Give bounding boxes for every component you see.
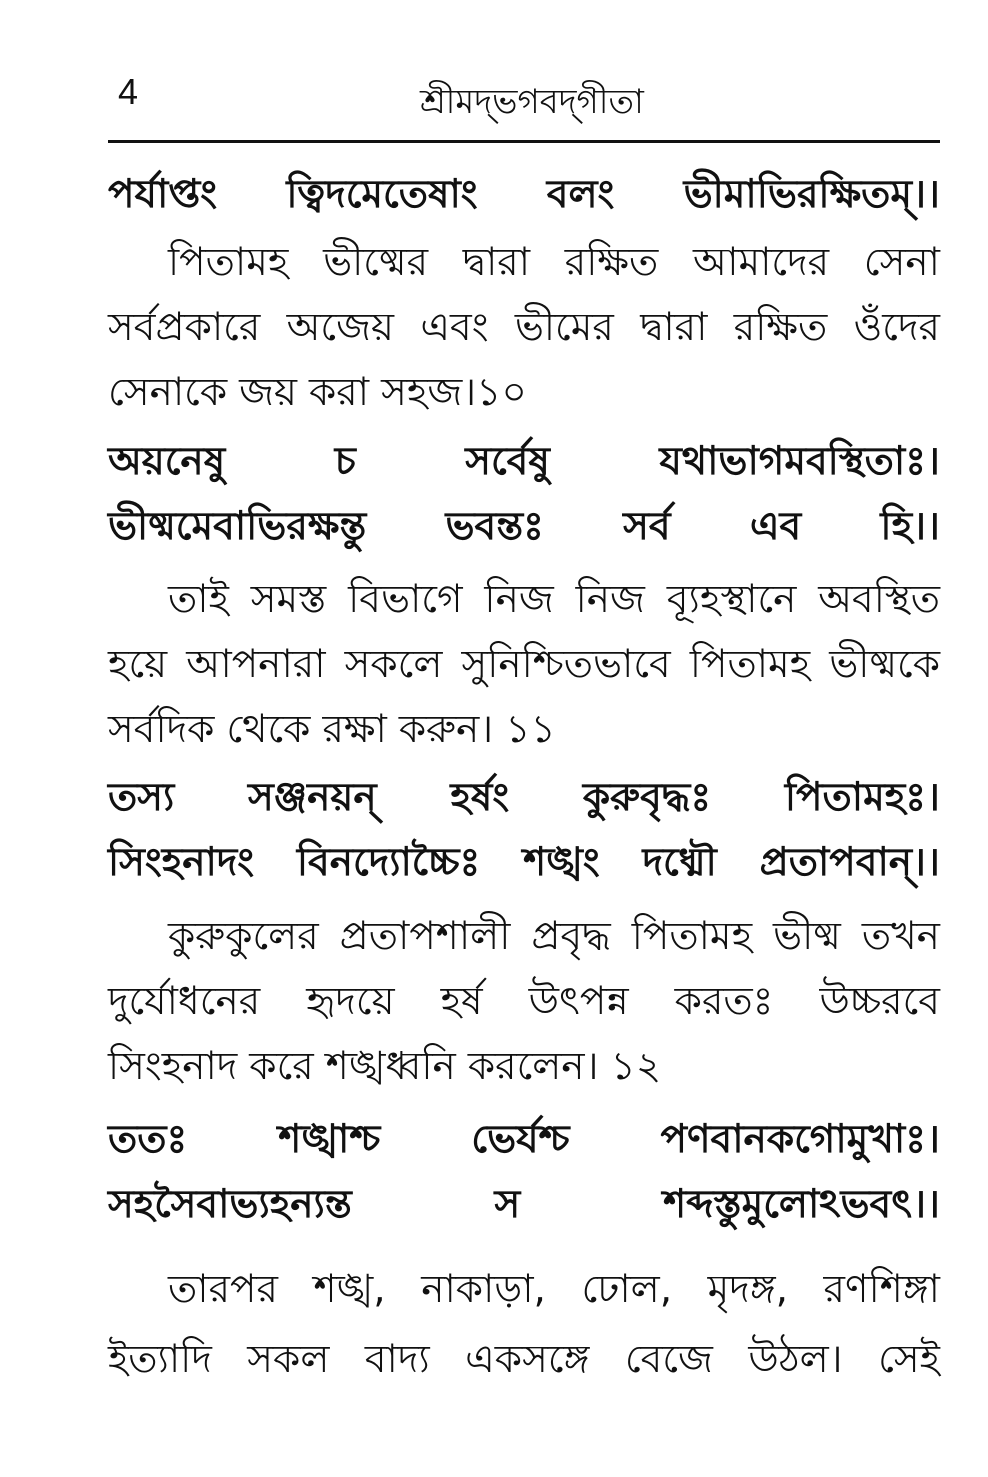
word: চ — [334, 439, 356, 484]
word: ভীষ্ম — [773, 914, 841, 959]
word: প্রতাপশালী — [339, 914, 511, 959]
prose-line — [168, 233, 940, 293]
word: পণবানকগোমুখাঃ। — [660, 1117, 940, 1162]
word: করে — [249, 1044, 314, 1089]
word: প্রবৃদ্ধ — [531, 914, 611, 959]
word: সমস্ত — [250, 577, 327, 622]
word: ততঃ — [108, 1117, 188, 1162]
word: সর্বপ্রকারে — [108, 305, 261, 350]
word: ভীমের — [514, 305, 614, 350]
word: করা — [309, 370, 370, 415]
prose-line — [168, 907, 940, 967]
word: পিতামহঃ। — [784, 775, 940, 820]
word: উৎপন্ন — [528, 979, 629, 1024]
word: এবং — [420, 305, 489, 350]
word: শঙ্খ, — [313, 1267, 386, 1312]
word: ভীমাভিরক্ষিতম্‌।। — [683, 172, 940, 217]
word: সুনিশ্চিতভাবে — [461, 642, 671, 687]
word: এব — [749, 504, 802, 549]
word: বাদ্য — [364, 1337, 430, 1382]
word: সঞ্জনয়ন্‌ — [248, 775, 377, 820]
word: হি।। — [880, 504, 940, 549]
verse-line — [108, 768, 940, 828]
word: বিনদ্যোচ্চৈঃ — [296, 840, 481, 885]
word: দধ্মৌ — [642, 840, 717, 885]
word: বিভাগে — [348, 577, 463, 622]
word: সকলে — [344, 642, 443, 687]
word: সেনা — [863, 240, 940, 285]
word: দুর্যোধনের — [108, 979, 261, 1024]
word: ভের্যশ্চ — [471, 1117, 570, 1162]
word: মৃদঙ্গ, — [707, 1267, 789, 1312]
page-number: 4 — [118, 71, 139, 112]
word: পর্যাপ্তং — [108, 172, 218, 217]
word: রক্ষিত — [733, 305, 828, 350]
word: নিজ — [575, 577, 645, 622]
word: রণশিঙ্গা — [823, 1267, 940, 1312]
word: নিজ — [484, 577, 554, 622]
word: হর্ষং — [450, 775, 510, 820]
word: করুন। — [398, 707, 494, 752]
word: শঙ্খাশ্চ — [278, 1117, 381, 1162]
word: রক্ষা — [322, 707, 387, 752]
word: বেজে — [624, 1337, 713, 1382]
word: আপনারা — [186, 642, 326, 687]
word: শঙ্খধ্বনি — [325, 1044, 456, 1089]
word: তস্য — [108, 775, 175, 820]
word: সিংহনাদ — [108, 1044, 238, 1089]
prose-line — [108, 635, 940, 695]
word: যথাভাগমবস্থিতাঃ। — [659, 439, 940, 484]
word: কুরুবৃদ্ধঃ — [582, 775, 712, 820]
verse-line — [108, 432, 940, 492]
word: তখন — [861, 914, 940, 959]
word: হর্ষ — [440, 979, 483, 1024]
word: পিতামহ — [689, 642, 811, 687]
word: ভীষ্মকে — [829, 642, 940, 687]
word: অয়নেষু — [108, 439, 226, 484]
word: অজেয় — [286, 305, 394, 350]
verse-line — [108, 1175, 940, 1235]
word: ভবন্তঃ — [445, 504, 544, 549]
word: সেই — [878, 1337, 940, 1382]
word: স — [494, 1182, 521, 1227]
word: উঠল। — [748, 1337, 843, 1382]
word: হৃদয়ে — [306, 979, 395, 1024]
word: সর্ব — [623, 504, 671, 549]
word: পিতামহ — [168, 240, 289, 285]
word: সিংহনাদং — [108, 840, 255, 885]
word: শব্দস্তুমুলোঽভবৎ।। — [663, 1182, 940, 1227]
word: তাই — [168, 577, 229, 622]
word: করতঃ — [674, 979, 774, 1024]
word: উচ্চরবে — [819, 979, 940, 1024]
prose-line — [108, 1037, 940, 1097]
word: দ্বারা — [462, 240, 531, 285]
prose-line — [168, 570, 940, 630]
verse-line — [108, 497, 940, 557]
word: ১১ — [505, 707, 556, 752]
prose-line — [168, 1260, 940, 1320]
word: বলং — [546, 172, 615, 217]
word: সহজ।১০ — [381, 370, 527, 415]
word: দ্বারা — [640, 305, 708, 350]
word: সর্বেষু — [465, 439, 550, 484]
word: থেকে — [226, 707, 311, 752]
word: ওঁদের — [853, 305, 940, 350]
word: হয়ে — [108, 642, 168, 687]
word: নাকাড়া, — [421, 1267, 546, 1312]
running-title: শ্রীমদ্‌ভগবদ্‌গীতা — [420, 82, 644, 122]
word: ভীষ্মমেবাভিরক্ষন্তু — [108, 504, 367, 549]
word: সেনাকে — [108, 370, 228, 415]
word: ঢোল, — [581, 1267, 673, 1312]
prose-line — [108, 1330, 940, 1390]
prose-line — [108, 972, 940, 1032]
word: তারপর — [168, 1267, 278, 1312]
word: ১২ — [610, 1044, 662, 1089]
word: করলেন। — [467, 1044, 599, 1089]
word: রক্ষিত — [564, 240, 659, 285]
word: অবস্থিত — [818, 577, 940, 622]
word: ব্যূহস্থানে — [666, 577, 797, 622]
prose-line — [108, 700, 940, 760]
verse-line — [108, 833, 940, 893]
word: পিতামহ — [631, 914, 753, 959]
verse-line — [108, 1110, 940, 1170]
word: কুরুকুলের — [168, 914, 319, 959]
word: ভীষ্মের — [323, 240, 429, 285]
word: জয় — [239, 370, 298, 415]
word: ইত্যাদি — [108, 1337, 212, 1382]
prose-line — [108, 298, 940, 358]
word: ত্বিদমেতেষাং — [286, 172, 478, 217]
word: প্রতাপবান্‌।। — [759, 840, 940, 885]
prose-line — [108, 363, 940, 423]
word: একসঙ্গে — [465, 1337, 590, 1382]
word: সকল — [247, 1337, 330, 1382]
word: সহসৈবাভ্যহন্যন্ত — [108, 1182, 352, 1227]
word: সর্বদিক — [108, 707, 215, 752]
word: শঙ্খং — [523, 840, 600, 885]
header-rule — [108, 140, 940, 143]
word: আমাদের — [692, 240, 830, 285]
verse-line — [108, 165, 940, 225]
